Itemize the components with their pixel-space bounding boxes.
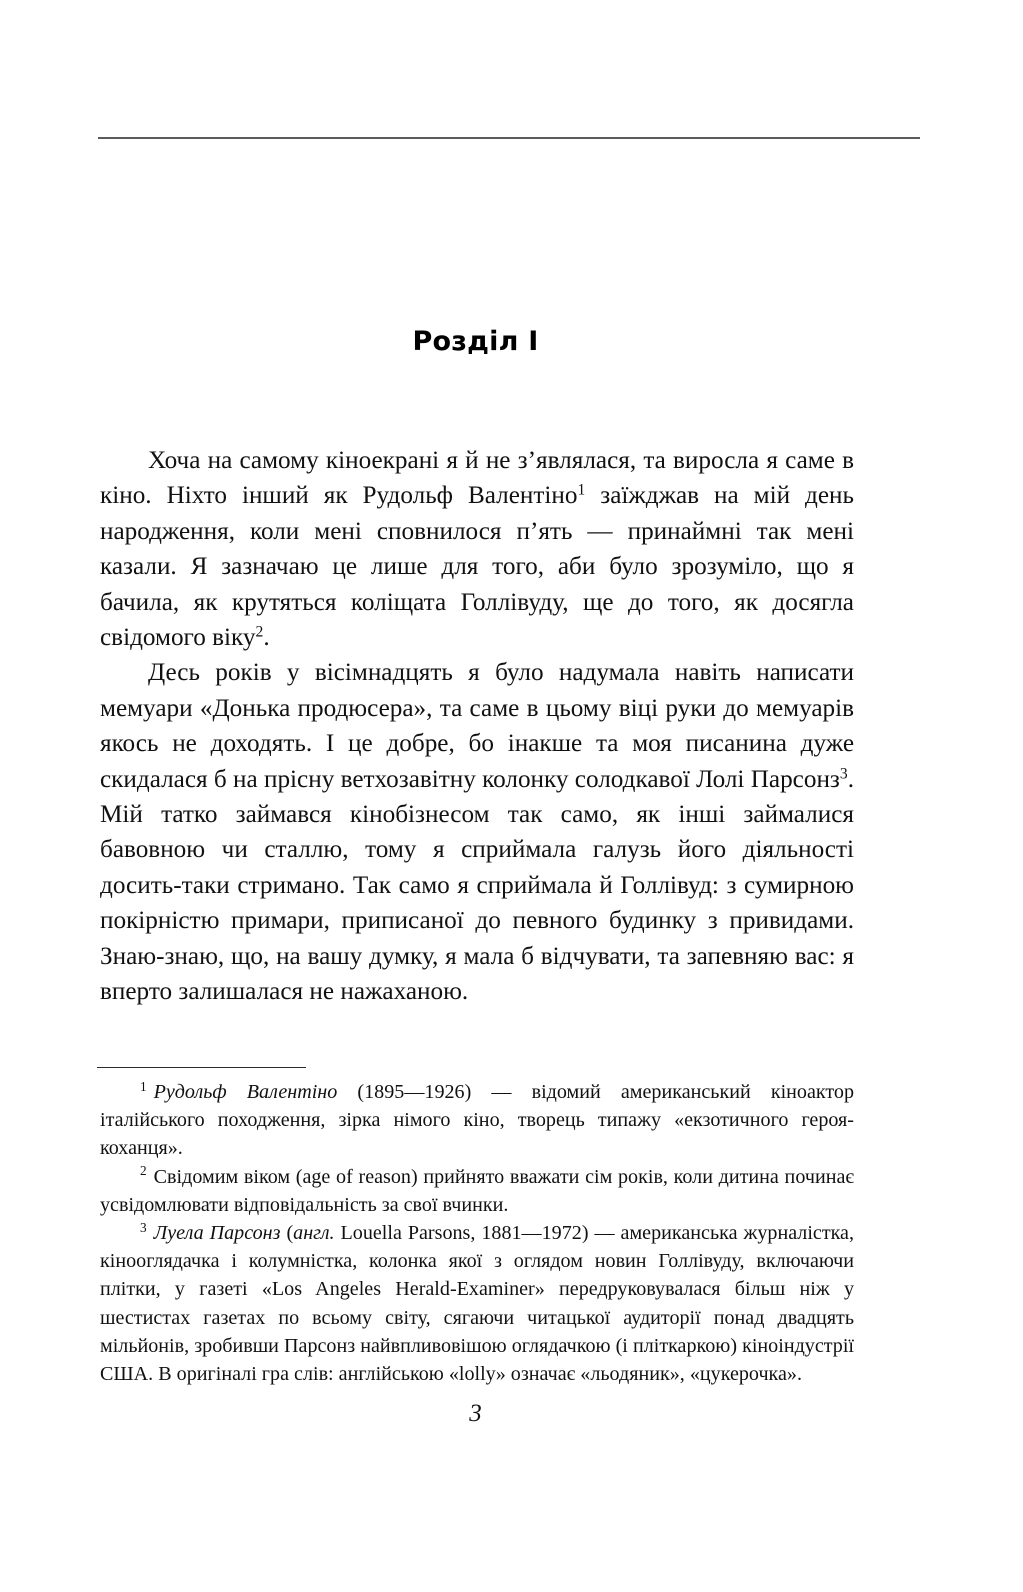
footnote-marker: 2	[140, 1163, 147, 1179]
footnotes-section	[100, 1078, 854, 1388]
footnote-italic-lead: Рудольф Валентіно	[153, 1081, 338, 1103]
footnote-marker: 3	[140, 1219, 147, 1235]
paragraph-2-text-part-2: . Мій татко займався кінобізнесом так само, як інші займалися бавовною чи сталлю, тому я сприймала галузь його діяльності досить-таки стримано. Так само я сприймала й Голлівуд: з сумирною покірністю примари, приписаної до певного будинку з привидами. Знаю-знаю, що, на вашу думку, я мала б відчувати, та запевняю вас: я вперто залишалася не нажаханою.	[100, 765, 854, 1006]
page-title: Розділ I	[412, 326, 539, 357]
footnote-italic-language-abbr: англ.	[293, 1222, 335, 1245]
body-paragraph-1	[100, 443, 854, 655]
footnote-text: Свідомим віком (age of reason) прийнято вважати сім років, коли дитина починає усвідомлювати відповідальність за свої вчинки.	[100, 1165, 854, 1216]
footnote-separator-rule	[97, 1067, 306, 1068]
paragraph-2-text-part-1: Десь років у вісімнадцять я було надумала навіть написати мемуари «Донька продюсера», та саме в цьому віці руки до мемуарів якось не доходять. І це добре, бо інакше та моя писанина дуже скидалася б на прісну ветхозавітну колонку солодкавої Лолі Парсонз	[100, 659, 854, 793]
paragraph-1-text-part-3: .	[263, 624, 270, 652]
footnote-item	[100, 1163, 854, 1219]
footnote-item	[100, 1078, 854, 1163]
footnote-item	[100, 1219, 854, 1388]
body-paragraph-2	[100, 655, 854, 1009]
footnote-text-prefix: (	[280, 1222, 294, 1245]
paragraph-1-text-part-1: Хоча на самому кіноекрані я й не з’являлася, та виросла я саме в кіно. Ніхто інший як Рудольф Валентіно	[100, 447, 854, 510]
body-text-block	[100, 443, 854, 1010]
page-number: 3	[469, 1400, 482, 1427]
footnote-text: Louella Parsons, 1881—1972) — американська журналістка, кінооглядачка і колумністка, колонка якої з оглядом новин Голлівуду, включаючи плітки, у газеті «Los Angeles Herald-Examiner» передруковувалася більш ніж у шестистах газетах по всьому світу, сягаючи читацької аудиторії понад двадцять мільйонів, зробивши Парсонз найвпливовішою оглядачкою (і пліткаркою) кіноіндустрії США. В оригіналі гра слів: англійською «lolly» означає «льодяник», «цукерочка».	[100, 1222, 854, 1386]
footnote-reference-1[interactable]: 1	[577, 481, 586, 499]
paragraph-1-text-part-2: заїжджав на мій день народження, коли мені сповнилося п’ять — принаймні так мені казали. Я зазначаю це лише для того, аби було зрозуміло, що я бачила, як крутяться коліщата Голлівуду, ще до того, як досягла свідомого віку	[100, 482, 855, 652]
footnote-marker: 1	[140, 1078, 147, 1094]
footnote-reference-3[interactable]: 3	[839, 765, 848, 783]
footnote-italic-lead: Луела Парсонз	[153, 1222, 281, 1245]
footnote-text: (1895—1926) — відомий американський кіноактор італійського походження, зірка німого кіно, творець типажу «екзотичного героя-коханця».	[100, 1081, 854, 1160]
header-rule	[98, 137, 920, 139]
footnote-reference-2[interactable]: 2	[255, 623, 264, 641]
